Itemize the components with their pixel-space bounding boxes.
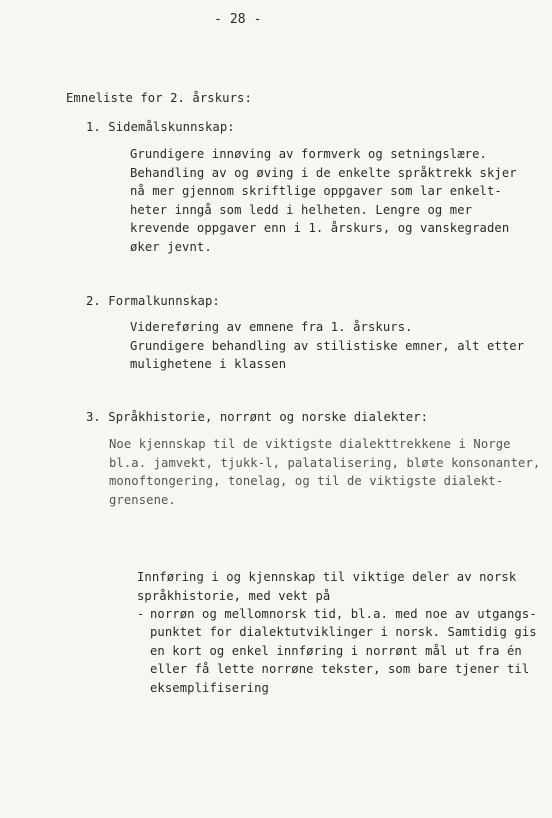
extra-intro-line: Innføring i og kjennskap til viktige deler av norsk bbox=[137, 570, 517, 584]
section-3-line: monoftongering, tonelag, og til de viktigste dialekt- bbox=[109, 474, 504, 488]
section-1-line: krevende oppgaver enn i 1. årskurs, og vanskegraden bbox=[130, 221, 510, 235]
list-item-line: norrøn og mellomnorsk tid, bl.a. med noe av utgangs- bbox=[150, 607, 537, 621]
section-title-sidemal: 1. Sidemålskunnskap: bbox=[86, 120, 235, 134]
list-item-line: eller få lette norrøne tekster, som bare tjener til bbox=[150, 662, 530, 676]
section-2-line: Grundigere behandling av stilistiske emner, alt etter bbox=[130, 339, 525, 353]
page-number: - 28 - bbox=[214, 12, 262, 27]
list-item-line: eksemplifisering bbox=[150, 681, 269, 695]
section-1-line: Behandling av og øving i de enkelte språktrekk skjer bbox=[130, 166, 517, 180]
section-3-line: Noe kjennskap til de viktigste dialekttrekkene i Norge bbox=[109, 437, 511, 451]
section-2-line: Videreføring av emnene fra 1. årskurs. bbox=[130, 320, 413, 334]
section-1-line: nå mer gjennom skriftlige oppgaver som lar enkelt- bbox=[130, 184, 502, 198]
section-1-line: heter inngå som ledd i helheten. Lengre og mer bbox=[130, 203, 473, 217]
section-3-line: grensene. bbox=[109, 493, 176, 507]
section-2-line: mulighetene i klassen bbox=[130, 357, 287, 371]
list-item-line: punktet for dialektutviklinger i norsk. Samtidig gis bbox=[150, 625, 537, 639]
extra-intro-line: språkhistorie, med vekt på bbox=[137, 589, 331, 603]
list-item-line: en kort og enkel innføring i norrønt mål ut fra én bbox=[150, 644, 522, 658]
section-title-formal: 2. Formalkunnskap: bbox=[86, 294, 220, 308]
page-heading: Emneliste for 2. årskurs: bbox=[66, 91, 252, 105]
section-title-sprakhistorie: 3. Språkhistorie, norrønt og norske dialekter: bbox=[86, 410, 429, 424]
section-1-line: Grundigere innøving av formverk og setningslære. bbox=[130, 147, 487, 161]
section-1-line: øker jevnt. bbox=[130, 240, 212, 254]
section-3-line: bl.a. jamvekt, tjukk-l, palatalisering, bløte konsonanter, bbox=[109, 456, 541, 470]
list-dash: - bbox=[137, 607, 145, 621]
